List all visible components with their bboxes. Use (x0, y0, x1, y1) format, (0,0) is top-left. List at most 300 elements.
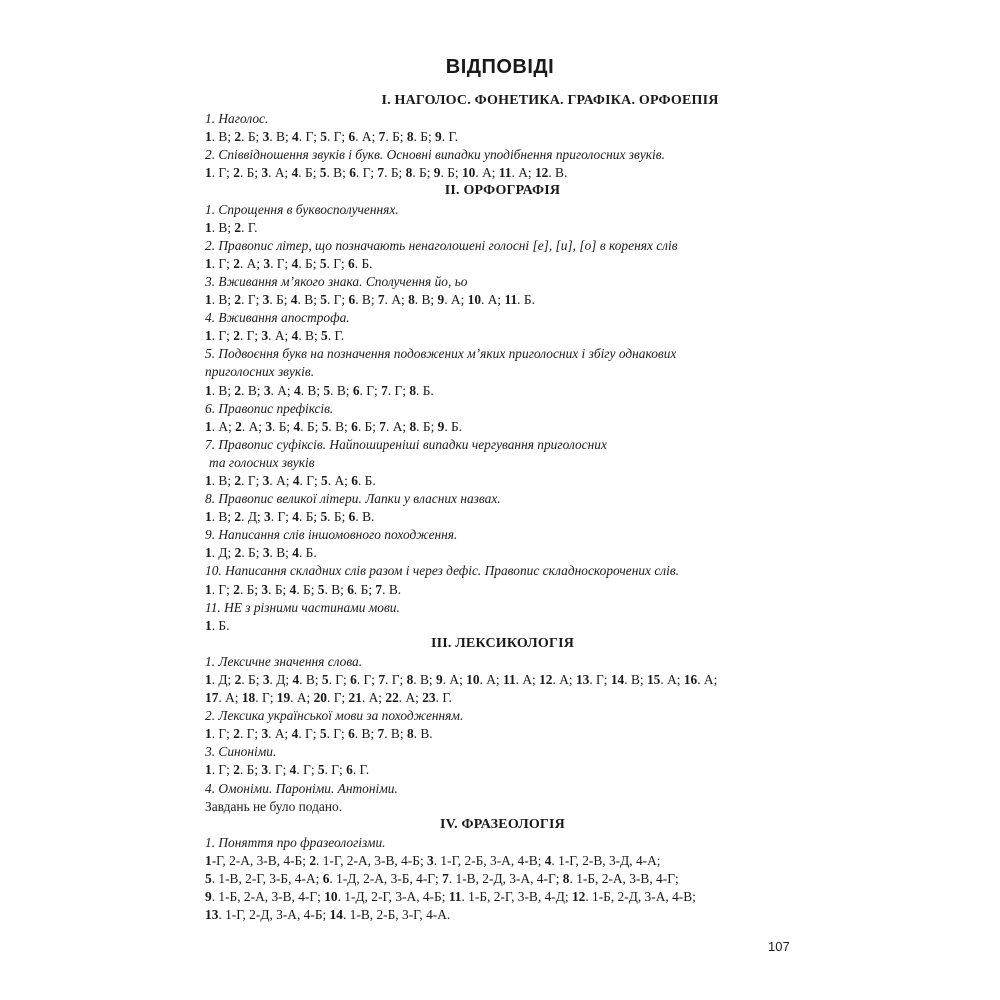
question-number: 2 (233, 762, 240, 778)
match-value: . 1-Б, 2-Д, 3-А, 4-В (585, 889, 693, 905)
answer-value: Б (364, 472, 373, 488)
answer-value: Г (247, 472, 256, 488)
question-number: 5 (319, 165, 327, 181)
answer-value: Б (422, 418, 431, 434)
question-number: 7 (378, 129, 386, 145)
answer-value: Г (261, 690, 270, 706)
answer-value: В (419, 672, 429, 687)
answer-value: Б (303, 581, 311, 597)
match-line: 9. 1-Б, 2-А, 3-В, 4-Г; 10. 1-Д, 2-Г, 3-А, 4-Б; 11. 1-Б, 2-Г, 3-В, 4-Д; 12. 1-Б, 2-Д, 3-А, 4-В; (205, 889, 696, 905)
answer-value: Г (394, 382, 403, 398)
question-number: 2 (234, 292, 242, 308)
answer-value: Б (278, 418, 287, 434)
question-number: 1 (205, 219, 212, 235)
question-number: 6 (347, 581, 354, 597)
question-number: 5 (323, 382, 331, 398)
section-heading: IV. ФРАЗЕОЛОГІЯ (439, 816, 565, 832)
question-number: 15 (646, 672, 661, 687)
answer-value: Б (248, 545, 256, 561)
answer-value: Б (420, 129, 428, 145)
question-number: 6 (346, 762, 353, 778)
question-number: 9 (435, 672, 443, 687)
answer-value: Г (246, 726, 255, 742)
question-number: 1 (205, 672, 212, 687)
topic-title: 6. Правопис префіксів. (205, 400, 334, 416)
question-number: 23 (422, 690, 436, 706)
question-number: 10 (467, 292, 482, 308)
answer-value: Г (218, 255, 227, 271)
question-number: 9 (435, 129, 442, 145)
question-number: 3 (262, 472, 270, 488)
answer-line: 1. В; 2. Г; 3. Б; 4. В; 5. Г; 6. В; 7. А; 8. В; 9. А; 10. А; 11. Б. (205, 292, 535, 308)
question-number: 2 (233, 581, 240, 597)
question-number: 4 (291, 165, 299, 181)
answer-value: Б (422, 382, 431, 398)
question-number: 20 (313, 690, 327, 706)
question-number: 17 (205, 690, 219, 706)
answer-line: 1. А; 2. А; 3. Б; 4. Б; 5. В; 6. Б; 7. А; 8. Б; 9. Б. (205, 418, 463, 434)
question-number: 3 (261, 726, 269, 742)
answer-value: В (307, 382, 317, 398)
question-number: 3 (263, 255, 271, 271)
question-number: 21 (348, 690, 362, 706)
answer-value: А (391, 292, 401, 308)
question-number: 3 (262, 545, 270, 561)
answer-value: А (392, 418, 403, 434)
question-number: 12 (539, 672, 553, 687)
topic-title: 1. Лексичне значення слова. (205, 653, 363, 669)
answer-value: В (218, 129, 228, 145)
answer-value: В (218, 472, 228, 488)
answer-value: В (218, 509, 228, 525)
answer-value: А (274, 165, 285, 181)
answer-value: Г (218, 165, 227, 181)
answer-value: Б (360, 581, 369, 597)
question-number: 8 (406, 726, 414, 742)
answer-value: А (296, 690, 307, 706)
answer-value: А (450, 292, 461, 308)
question-number: 3 (265, 418, 273, 434)
question-number: 7 (375, 581, 383, 597)
question-number: 10 (324, 889, 338, 905)
question-number: 4 (291, 328, 299, 344)
answer-value: А (246, 255, 257, 271)
question-number: 8 (405, 165, 413, 181)
question-number: 3 (261, 581, 269, 597)
question-number: 2 (234, 129, 242, 145)
answer-value: Б (305, 545, 314, 561)
question-number: 5 (320, 509, 328, 525)
answer-value: Б (392, 129, 400, 145)
answer-value: А (667, 672, 677, 687)
question-number: 3 (262, 292, 270, 308)
topic-title: 3. Вживання м’якого знака. Сполучення йо, ьо (205, 273, 468, 289)
question-number: 1 (205, 472, 212, 488)
match-value: . 1-В, 2-Д, 3-А, 4-Г (448, 871, 556, 887)
answer-value: Б (333, 509, 342, 525)
question-number: 8 (406, 129, 414, 145)
answer-value: Г (305, 726, 313, 742)
topic-title: 2. Правопис літер, що позначають ненаголошені голосні [е], [и], [о] в коренях слів (205, 237, 678, 253)
question-number: 6 (322, 871, 330, 887)
question-number: 6 (351, 472, 358, 488)
answer-value: Б (246, 581, 255, 597)
answer-line: 1. Г; 2. Б; 3. А; 4. Б; 5. В; 6. Г; 7. Б; 8. Б; 9. Б; 10. А; 11. А; 12. В. (205, 165, 568, 181)
question-number: 6 (348, 255, 355, 271)
question-number: 14 (610, 672, 625, 687)
question-number: 2 (233, 165, 240, 181)
question-number: 4 (289, 581, 297, 597)
match-line: 13. 1-Г, 2-Д, 3-А, 4-Б; 14. 1-В, 2-Б, 3-Г, 4-А. (205, 907, 451, 923)
match-value: . 1-Б, 2-Г, 3-В, 4-Д (461, 889, 565, 905)
question-number: 4 (290, 292, 298, 308)
match-value: . 1-Д, 2-Г, 3-А, 4-Б (337, 889, 442, 905)
answer-value: Д (218, 672, 228, 687)
topic-title: 8. Правопис великої літери. Лапки у власних назвах. (205, 491, 501, 507)
answer-value: А (482, 165, 492, 181)
answer-value: В (276, 545, 286, 561)
question-number: 7 (442, 871, 449, 887)
match-value: . 1-Г, 2-В, 3-Д, 4-А (551, 852, 657, 868)
question-number: 4 (294, 382, 301, 398)
question-number: 5 (321, 672, 329, 687)
question-number: 18 (241, 690, 256, 706)
question-number: 1 (205, 726, 212, 742)
question-number: 5 (319, 255, 327, 271)
question-number: 6 (348, 292, 356, 308)
question-number: 8 (409, 418, 417, 434)
question-number: 13 (205, 907, 219, 923)
question-number: 2 (233, 328, 240, 344)
topic-title: 10. Написання складних слів разом і через дефіс. Правопис складноскорочених слів. (205, 563, 680, 579)
question-number: 6 (348, 509, 356, 525)
answer-line: 1. Г; 2. Г; 3. А; 4. Г; 5. Г; 6. В; 7. В; 8. В. (205, 726, 433, 742)
answer-value: Б (419, 165, 427, 181)
question-number: 4 (544, 852, 552, 868)
answer-value: А (405, 690, 416, 706)
answer-value: Г (306, 472, 314, 488)
topic-title: 11. НЕ з різними частинами мови. (205, 599, 400, 615)
page-number: 107 (768, 939, 790, 954)
answer-value: В (361, 726, 371, 742)
answer-value: Д (276, 672, 286, 687)
answer-value: Б (451, 418, 459, 434)
answer-value: Б (246, 165, 255, 181)
question-number: 16 (683, 672, 698, 687)
topic-title: 3. Синоніми. (205, 744, 277, 760)
answer-line: 1. В; 2. Г. (205, 219, 258, 235)
question-number: 2 (234, 472, 242, 488)
question-number: 6 (348, 726, 355, 742)
question-number: 5 (317, 581, 325, 597)
question-number: 5 (321, 418, 329, 434)
answer-value: А (559, 672, 569, 687)
match-value: . 1-В, 2-Б, 3-Г, 4-А. (342, 907, 451, 923)
answer-value: В (304, 292, 314, 308)
answer-value: Б (276, 292, 284, 308)
question-number: 8 (408, 292, 415, 308)
topic-title: 2. Співвідношення звуків і букв. Основні випадки уподібнення приголосних звуків. (205, 147, 665, 163)
answer-value: В (218, 382, 228, 398)
answer-value: Г (366, 382, 374, 398)
answer-value: А (361, 129, 372, 145)
answer-value: Б (304, 165, 313, 181)
question-number: 3 (261, 328, 269, 344)
question-number: 8 (562, 871, 570, 887)
question-number: 3 (262, 129, 270, 145)
question-number: 1 (205, 328, 212, 344)
question-number: 2 (234, 672, 242, 687)
answers-content (205, 92, 800, 924)
answer-value: А (703, 672, 714, 687)
answer-value: Г (391, 672, 400, 687)
question-number: 13 (575, 672, 590, 687)
answer-value: А (522, 672, 533, 687)
answer-value: В (390, 726, 400, 742)
answer-line: 17. А; 18. Г; 19. А; 20. Г; 21. А; 22. А; 23. Г. (205, 690, 452, 706)
answer-value: В (331, 581, 341, 597)
answer-value: Г (334, 328, 341, 344)
question-number: 11 (502, 672, 516, 687)
match-value: . 1-Г, 2-Б, 3-А, 4-В (433, 852, 538, 868)
question-number: 1 (205, 165, 212, 181)
question-number: 1 (205, 129, 212, 145)
question-number: 5 (321, 472, 328, 488)
answer-value: В (362, 509, 371, 525)
answer-value: В (333, 165, 343, 181)
answer-value: А (334, 472, 345, 488)
topic-note: Завдань не було подано. (205, 798, 343, 814)
question-number: 8 (409, 382, 417, 398)
answer-line: 1. Б. (205, 617, 230, 633)
topic-title: 4. Вживання апострофа. (205, 310, 350, 326)
answer-value: Д (247, 509, 257, 525)
question-number: 7 (377, 165, 385, 181)
answer-value: В (276, 129, 285, 145)
answer-value: Г (303, 762, 311, 778)
answer-value: Г (247, 292, 256, 308)
answer-value: Б (523, 292, 532, 308)
answer-value: Г (218, 328, 227, 344)
question-number: 9 (205, 889, 212, 905)
answer-value: Г (442, 690, 449, 706)
topic-title: 7. Правопис суфіксів. Найпоширеніші випадки чергування приголосних (205, 436, 607, 452)
question-number: 9 (437, 292, 445, 308)
question-number: 3 (264, 509, 271, 525)
topic-title: 9. Написання слів іншомовного походження. (205, 527, 458, 543)
question-number: 9 (437, 418, 445, 434)
answer-value: Г (246, 328, 255, 344)
topic-title: 1. Поняття про фразеологізми. (205, 834, 386, 850)
answer-value: В (218, 219, 228, 235)
answer-value: А (218, 418, 229, 434)
answer-line: 1. В; 2. Г; 3. А; 4. Г; 5. А; 6. Б. (205, 472, 376, 488)
question-number: 5 (317, 762, 325, 778)
question-number: 11 (504, 292, 518, 308)
answer-value: Г (276, 255, 285, 271)
question-number: 4 (292, 509, 299, 525)
answer-value: Г (448, 129, 455, 145)
question-number: 7 (377, 726, 385, 742)
answer-line: 1. В; 2. Д; 3. Г; 4. Б; 5. Б; 6. В. (205, 509, 375, 525)
match-value: . 1-Д, 2-А, 3-Б, 4-Г (329, 871, 436, 887)
question-number: 1 (205, 255, 212, 271)
question-number: 12 (571, 889, 586, 905)
question-number: 2 (233, 255, 240, 271)
answer-value: В (420, 726, 430, 742)
question-number: 3 (427, 852, 434, 868)
question-number: 4 (291, 726, 299, 742)
question-number: 1 (205, 382, 212, 398)
answer-value: Б (306, 418, 315, 434)
question-number: 1 (205, 545, 212, 561)
question-number: 5 (320, 292, 327, 308)
answer-value: Г (335, 672, 344, 687)
question-number: 4 (291, 255, 299, 271)
question-number: 9 (433, 165, 441, 181)
question-number: 6 (348, 129, 356, 145)
answer-value: Б (305, 255, 313, 271)
answer-value: А (277, 382, 287, 398)
question-number: 2 (234, 545, 242, 561)
answer-value: Г (218, 762, 227, 778)
answer-line: 1. В; 2. В; 3. А; 4. В; 5. В; 6. Г; 7. Г; 8. Б. (205, 382, 434, 398)
answer-value: А (274, 726, 285, 742)
answer-value: Б (248, 672, 256, 687)
section-heading: I. НАГОЛОС. ФОНЕТИКА. ГРАФІКА. ОРФОЕПІЯ (381, 93, 719, 108)
answer-value: В (218, 292, 228, 308)
topic-title: та голосних звуків (209, 454, 315, 470)
answer-value: А (518, 165, 528, 181)
question-number: 4 (292, 472, 300, 488)
answer-line: 1. Д; 2. Б; 3. Д; 4. В; 5. Г; 6. Г; 7. Г; 8. В; 9. А; 10. А; 11. А; 12. А; 13. Г; 14. В; 15. А; 16. А; (205, 672, 718, 687)
topic-title: 2. Лексика української мови за походженням. (205, 708, 464, 724)
section-heading: III. ЛЕКСИКОЛОГІЯ (430, 635, 575, 651)
answer-value: А (274, 328, 285, 344)
question-number: 5 (205, 871, 212, 887)
answer-value: Г (331, 762, 340, 778)
page-title: ВІДПОВІДІ (445, 56, 555, 78)
answer-value: В (555, 165, 564, 181)
answer-value: Б (447, 165, 455, 181)
answer-value: Г (333, 255, 341, 271)
question-number: 14 (329, 907, 343, 923)
answer-value: Г (363, 672, 372, 687)
question-number: 6 (351, 418, 358, 434)
answer-value: Б (274, 581, 283, 597)
question-number: 2 (235, 418, 242, 434)
question-number: 2 (234, 509, 242, 525)
question-number: 3 (263, 382, 271, 398)
topic-title: приголосних звуків. (205, 364, 315, 380)
answer-value: Г (333, 292, 342, 308)
question-number: 6 (350, 672, 357, 687)
question-number: 3 (261, 165, 269, 181)
answer-value: В (305, 328, 314, 344)
answer-value: Г (333, 129, 342, 145)
section-heading: II. ОРФОГРАФІЯ (444, 183, 561, 199)
answer-value: Г (277, 509, 286, 525)
question-number: 7 (379, 418, 386, 434)
question-number: 8 (406, 672, 414, 687)
match-value: . 1-Б, 2-А, 3-В, 4-Г (211, 889, 318, 905)
answer-value: В (388, 581, 398, 597)
question-number: 3 (261, 762, 269, 778)
answer-value: Б (246, 762, 255, 778)
answer-value: Г (305, 129, 314, 145)
match-value: . 1-Г, 2-Д, 3-А, 4-Б (218, 907, 323, 923)
answer-value: В (361, 292, 371, 308)
question-number: 1 (205, 509, 212, 525)
answer-value: Г (333, 726, 342, 742)
answer-value: Г (274, 762, 283, 778)
answer-value: Б (305, 509, 314, 525)
answer-value: Д (218, 545, 228, 561)
answer-value: В (247, 382, 257, 398)
question-number: 10 (466, 672, 480, 687)
question-number: 4 (293, 418, 301, 434)
answer-line: 1. Г; 2. Г; 3. А; 4. В; 5. Г. (205, 328, 345, 344)
question-number: 2 (234, 382, 242, 398)
question-number: 10 (461, 165, 476, 181)
match-line: 1-Г, 2-А, 3-В, 4-Б; 2. 1-Г, 2-А, 3-В, 4-Б; 3. 1-Г, 2-Б, 3-А, 4-В; 4. 1-Г, 2-В, 3-Д, 4-А; (205, 852, 661, 868)
answer-value: А (225, 690, 235, 706)
answer-value: А (449, 672, 460, 687)
answer-value: Г (596, 672, 604, 687)
question-number: 7 (381, 382, 388, 398)
answer-value: Г (247, 219, 255, 235)
match-value: . 1-Б, 2-А, 3-В, 4-Г (569, 871, 675, 887)
question-number: 4 (292, 129, 299, 145)
topic-title: 1. Спрощення в буквосполученнях. (205, 201, 399, 217)
question-number: 1 (205, 762, 212, 778)
question-number: 1 (205, 852, 212, 868)
answer-value: Б (361, 255, 370, 271)
answer-value: В (336, 382, 346, 398)
question-number: 19 (276, 690, 291, 706)
answer-value: Г (362, 165, 371, 181)
answer-line: 1. Г; 2. А; 3. Г; 4. Б; 5. Г; 6. Б. (205, 255, 373, 271)
question-number: 2 (233, 726, 240, 742)
match-line: 5. 1-В, 2-Г, 3-Б, 4-А; 6. 1-Д, 2-А, 3-Б, 4-Г; 7. 1-В, 2-Д, 3-А, 4-Г; 8. 1-Б, 2-А, 3-В, 4-Г; (205, 871, 679, 887)
answer-line: 1. Г; 2. Б; 3. Б; 4. Б; 5. В; 6. Б; 7. В. (205, 581, 402, 597)
question-number: 5 (319, 726, 327, 742)
answer-line: 1. Г; 2. Б; 3. Г; 4. Г; 5. Г; 6. Г. (205, 762, 370, 778)
answer-value: А (487, 292, 498, 308)
question-number: 1 (205, 292, 212, 308)
answer-value: В (630, 672, 640, 687)
answer-value: А (248, 418, 259, 434)
question-number: 7 (377, 292, 385, 308)
question-number: 4 (292, 545, 299, 561)
question-number: 2 (309, 852, 317, 868)
match-value: . 1-В, 2-Г, 3-Б, 4-А (211, 871, 316, 887)
answer-value: Г (218, 581, 227, 597)
question-number: 22 (385, 690, 399, 706)
question-number: 1 (205, 581, 212, 597)
topic-title: 4. Омоніми. Пароніми. Антоніми. (205, 780, 398, 796)
question-number: 4 (289, 762, 297, 778)
question-number: 1 (205, 418, 212, 434)
question-number: 1 (205, 617, 212, 633)
topic-title: 1. Наголос. (205, 111, 269, 127)
answer-value: А (486, 672, 496, 687)
answer-value: Г (333, 690, 342, 706)
match-value: -Г, 2-А, 3-В, 4-Б (211, 852, 303, 868)
question-number: 11 (498, 165, 512, 181)
answer-value: Б (364, 418, 373, 434)
match-value: . 1-Г, 2-А, 3-В, 4-Б (316, 852, 420, 868)
